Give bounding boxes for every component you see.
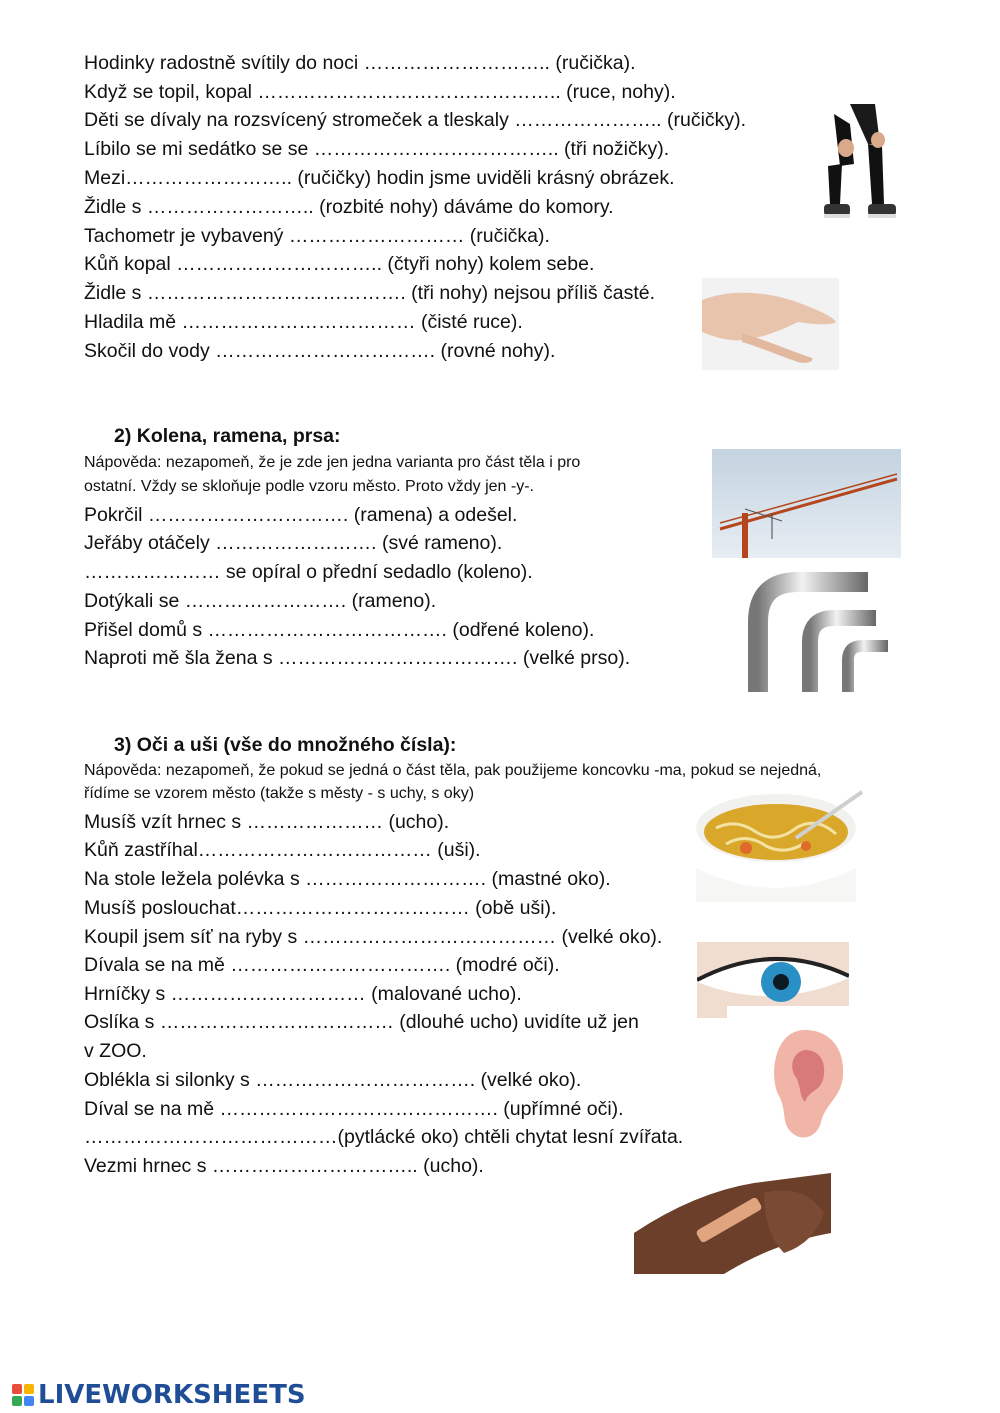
section-2-hint-line: Nápověda: nezapomeň, že je zde jen jedna varianta pro část těla i pro [84,454,581,471]
exercise-line: Dotýkali se ……………………. (rameno). [84,590,437,612]
hand-photo [702,278,839,370]
exercise-line: Musíš poslouchat……………………………… (obě uši). [84,897,557,919]
logo-text: LIVEWORKSHEETS [38,1380,306,1410]
exercise-line: Mezi…………………….. (ručičky) hodin jsme uviděli krásný obrázek. [84,167,675,189]
exercise-line: …………………………………(pytlácké oko) chtěli chytat lesní zvířata. [84,1126,684,1148]
exercise-line: Líbilo se mi sedátko se se ……………………………….. (tři nožičky). [84,138,670,160]
exercise-line: ………………… se opíral o přední sedadlo (koleno). [84,561,533,583]
ear-photo [765,1026,847,1144]
liveworksheets-logo [12,1380,306,1410]
exercise-line: Oblékla si silonky s ……………………………. (velké oko). [84,1069,582,1091]
exercise-line: v ZOO. [84,1040,147,1062]
exercise-line: Hodinky radostně svítily do noci ……………………….. (ručička). [84,52,636,74]
section-3-hint-line: řídíme se vzorem město (takže s městy - s uchy, s oky) [84,785,475,802]
exercise-line: Kůň kopal ………………………….. (čtyři nohy) kolem sebe. [84,253,595,275]
eye-photo [697,942,849,1018]
crane-photo [712,449,901,558]
exercise-line: Tachometr je vybavený ……………………… (ručička). [84,225,550,247]
exercise-line: Děti se dívaly na rozsvícený stromeček a tleskaly ………………….. (ručičky). [84,109,747,131]
exercise-line: Dívala se na mě ……………………………. (modré oči). [84,954,560,976]
knee-tape-photo [634,1173,831,1274]
pipe-elbows-photo [748,572,898,698]
exercise-line: Koupil jsem síť na ryby s ………………………………… (velké oko). [84,926,663,948]
section-3-hint-line: Nápověda: nezapomeň, že pokud se jedná o část těla, pak použijeme koncovku -ma, pokud se nejedná, [84,762,822,779]
exercise-line: Díval se na mě ……………………………………. (upřímné oči). [84,1098,624,1120]
exercise-line: Pokrčil …………………………. (ramena) a odešel. [84,504,518,526]
knees-photo [820,104,908,230]
exercise-line: Musíš vzít hrnec s ………………… (ucho). [84,811,450,833]
logo-mark-icon [12,1384,34,1406]
exercise-line: Hladila mě ……………………………… (čisté ruce). [84,311,523,333]
exercise-line: Oslíka s ……………………………… (dlouhé ucho) uvidíte už jen [84,1011,639,1033]
exercise-line: Skočil do vody ……………………………. (rovné nohy). [84,340,556,362]
exercise-line: Hrníčky s ………………………… (malované ucho). [84,983,522,1005]
exercise-line: Vezmi hrnec s ………………………….. (ucho). [84,1155,484,1177]
soup-photo [696,788,865,902]
section-2-heading: 2) Kolena, ramena, prsa: [114,425,341,447]
exercise-line: Židle s …………………………………. (tři nohy) nejsou příliš časté. [84,282,656,304]
section-2-hint-line: ostatní. Vždy se skloňuje podle vzoru město. Proto vždy jen -y-. [84,478,534,495]
exercise-line: Kůň zastříhal……………………………… (uši). [84,839,481,861]
exercise-line: Na stole ležela polévka s ………………………. (mastné oko). [84,868,611,890]
exercise-line: Přišel domů s ………………………………. (odřené koleno). [84,619,595,641]
exercise-line: Jeřáby otáčely ……………………. (své rameno). [84,532,503,554]
exercise-line: Když se topil, kopal ……………………………………….. (ruce, nohy). [84,81,676,103]
exercise-line: Naproti mě šla žena s ………………………………. (velké prso). [84,647,631,669]
exercise-line: Židle s …………………….. (rozbité nohy) dáváme do komory. [84,196,614,218]
section-3-heading: 3) Oči a uši (vše do množného čísla): [114,734,457,756]
